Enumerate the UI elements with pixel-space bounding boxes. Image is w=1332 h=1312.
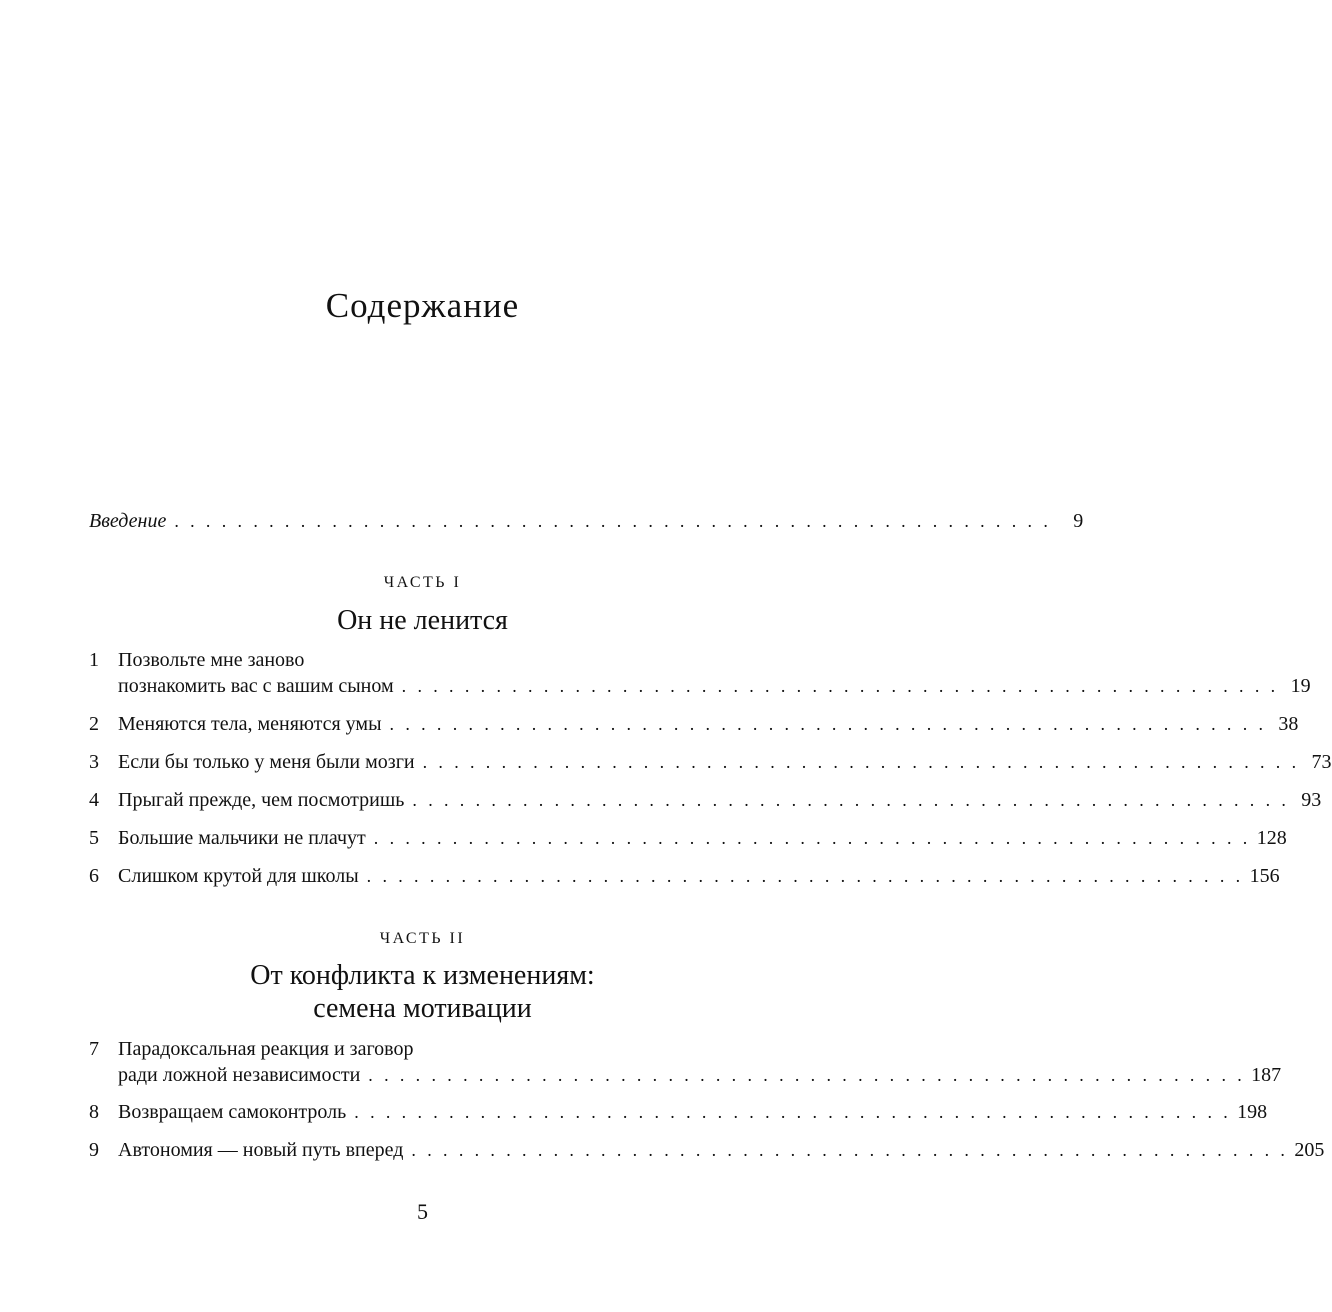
- toc-leader-dots: . . . . . . . . . . . . . . . . . . . . . . . . . . . . . . . . . . . . . . . . . . . . . . . . . . . . . . . .: [366, 866, 1244, 886]
- part-label: ЧАСТЬ II: [379, 930, 466, 947]
- toc-page-number: 128: [1256, 827, 1287, 849]
- toc-entry-1[interactable]: [89, 675, 1311, 701]
- toc-entry-number: 2: [89, 713, 99, 735]
- toc-entry-number: 8: [89, 1101, 99, 1123]
- toc-page-number: 73: [1311, 751, 1332, 773]
- toc-page-number: 198: [1237, 1101, 1268, 1123]
- toc-leader-dots: . . . . . . . . . . . . . . . . . . . . . . . . . . . . . . . . . . . . . . . . . . . . . . . . . . . . . . . .: [422, 752, 1300, 772]
- part-title: Он не ленится: [337, 605, 508, 636]
- toc-entry-number: 5: [89, 827, 99, 849]
- toc-entry-label: познакомить вас с вашим сыном: [118, 675, 394, 697]
- toc-leader-dots: . . . . . . . . . . . . . . . . . . . . . . . . . . . . . . . . . . . . . . . . . . . . . . . . . . . . . . . .: [354, 1102, 1232, 1122]
- toc-entry-7[interactable]: [89, 1064, 1282, 1090]
- toc-entry-label: Прыгай прежде, чем посмотришь: [118, 789, 405, 811]
- toc-page-number: 93: [1301, 789, 1322, 811]
- toc-leader-dots: . . . . . . . . . . . . . . . . . . . . . . . . . . . . . . . . . . . . . . . . . . . . . . . . . . . . . . . .: [412, 790, 1290, 810]
- toc-entry-3[interactable]: [89, 751, 1332, 777]
- toc-entry-label: Слишком крутой для школы: [118, 865, 359, 887]
- toc-entry-label: Большие мальчики не плачут: [118, 827, 366, 849]
- toc-entry-number: 7: [89, 1038, 99, 1060]
- toc-page-number: 9: [1073, 510, 1084, 532]
- toc-entry-label: Если бы только у меня были мозги: [118, 751, 415, 773]
- toc-entry-number: 3: [89, 751, 99, 773]
- toc-page-number: 205: [1294, 1139, 1325, 1161]
- toc-entry-number: 4: [89, 789, 99, 811]
- toc-entry-2[interactable]: [89, 713, 1299, 739]
- toc-page-number: 19: [1290, 675, 1311, 697]
- toc-entry-number: 9: [89, 1139, 99, 1161]
- page-number: 5: [417, 1199, 428, 1224]
- toc-entry-8[interactable]: [89, 1101, 1268, 1127]
- toc-leader-dots: . . . . . . . . . . . . . . . . . . . . . . . . . . . . . . . . . . . . . . . . . . . . . . . . . . . . . . . .: [368, 1065, 1246, 1085]
- part-title-line-2: семена мотивации: [313, 993, 532, 1024]
- toc-entry-number: 1: [89, 649, 99, 671]
- toc-entry-5[interactable]: [89, 827, 1287, 853]
- toc-entry-first-line: [89, 1038, 413, 1061]
- toc-entry-label: Возвращаем самоконтроль: [118, 1101, 347, 1123]
- toc-entry-label: ради ложной независимости: [118, 1064, 361, 1086]
- toc-leader-dots: . . . . . . . . . . . . . . . . . . . . . . . . . . . . . . . . . . . . . . . . . . . . . . . . . . . . . . . .: [411, 1140, 1289, 1160]
- toc-entry-intro[interactable]: [89, 510, 1084, 536]
- part-title-line-1: От конфликта к изменениям:: [250, 960, 595, 991]
- toc-leader-dots: . . . . . . . . . . . . . . . . . . . . . . . . . . . . . . . . . . . . . . . . . . . . . . . . . . . . . . . .: [401, 676, 1279, 696]
- toc-entry-label: Введение: [89, 510, 167, 532]
- toc-entry-label: Меняются тела, меняются умы: [118, 713, 382, 735]
- toc-entry-label: Парадоксальная реакция и заговор: [118, 1038, 414, 1060]
- toc-entry-label: Позвольте мне заново: [118, 649, 305, 671]
- toc-leader-dots: . . . . . . . . . . . . . . . . . . . . . . . . . . . . . . . . . . . . . . . . . . . . . . . . . . . . . . . .: [373, 828, 1251, 848]
- toc-entry-4[interactable]: [89, 789, 1322, 815]
- toc-entry-6[interactable]: [89, 865, 1280, 891]
- toc-entry-first-line: [89, 649, 304, 672]
- toc-leader-dots: . . . . . . . . . . . . . . . . . . . . . . . . . . . . . . . . . . . . . . . . . . . . . . . . . . . . . . . .: [389, 714, 1267, 734]
- toc-page-number: 156: [1249, 865, 1280, 887]
- toc-page-number: 187: [1251, 1064, 1282, 1086]
- toc-entry-number: 6: [89, 865, 99, 887]
- page-title: Содержание: [325, 286, 520, 325]
- toc-leader-dots: . . . . . . . . . . . . . . . . . . . . . . . . . . . . . . . . . . . . . . . . . . . . . . . . . . . . . . . .: [174, 511, 1052, 531]
- toc-entry-label: Автономия — новый путь вперед: [118, 1139, 404, 1161]
- part-label: ЧАСТЬ I: [383, 574, 462, 591]
- toc-entry-9[interactable]: [89, 1139, 1325, 1165]
- toc-page-number: 38: [1278, 713, 1299, 735]
